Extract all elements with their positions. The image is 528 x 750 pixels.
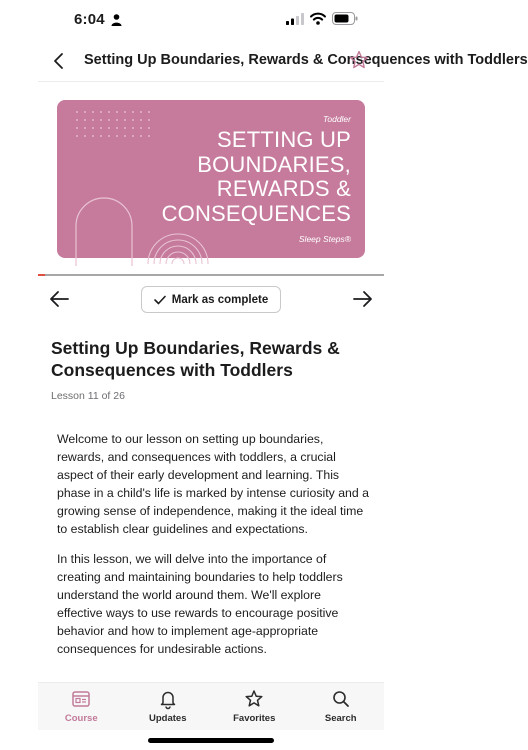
tab-course[interactable] [38, 683, 125, 730]
person-icon [111, 14, 122, 26]
home-indicator [148, 738, 274, 743]
lesson-paragraph: In this lesson, we will delve into the importance of creating and maintaining boundaries to help toddlers understand the world around them. We'll explore effective ways to use rewards to encourage positive behavior and how to implement age-appropriate consequences for undesirable actions. [57, 552, 343, 656]
checkmark-icon [154, 295, 166, 305]
tab-label: Favorites [233, 713, 276, 724]
favorite-star-icon[interactable] [348, 49, 370, 71]
battery-icon [332, 12, 358, 25]
mark-complete-button[interactable] [141, 286, 281, 313]
back-chevron-icon[interactable] [48, 50, 70, 72]
lesson-banner [57, 100, 365, 258]
status-bar [0, 0, 422, 40]
tab-favorites[interactable] [211, 683, 298, 730]
rainbow-decoration [145, 224, 211, 264]
lesson-body [57, 430, 369, 680]
tab-bar [38, 682, 384, 730]
next-lesson-arrow-icon[interactable] [352, 289, 374, 309]
mark-complete-label: Mark as complete [171, 293, 269, 306]
banner-brand: Sleep Steps® [298, 234, 351, 244]
cellular-signal-icon [286, 13, 304, 25]
banner-tag: Toddler [322, 114, 351, 124]
tab-label: Search [324, 713, 357, 724]
banner-title: SETTING UP BOUNDARIES, REWARDS & CONSEQUENCES [161, 127, 351, 226]
star-icon [244, 689, 264, 709]
nav-bar [38, 40, 528, 82]
tab-search[interactable] [298, 683, 385, 730]
lesson-progress-bar [38, 274, 384, 276]
lesson-paragraph: Welcome to our lesson on setting up boundaries, rewards, and consequences with toddlers, a crucial aspect of their early development and learning. This phase in a child's life is marked by intense curiosity and a growing sense of independence, making it the ideal time to establish clear guidelines and expectations. [57, 432, 369, 536]
tab-updates[interactable] [125, 683, 212, 730]
bell-icon [158, 689, 178, 709]
lesson-title: Setting Up Boundaries, Rewards & Consequences with Toddlers [51, 338, 340, 380]
lesson-progress-fill [38, 274, 45, 276]
lesson-counter: Lesson 11 of 26 [51, 390, 125, 402]
nav-title: Setting Up Boundaries, Rewards & Consequences with Toddlers [84, 52, 528, 68]
search-icon [331, 689, 351, 709]
previous-lesson-arrow-icon[interactable] [48, 289, 70, 309]
tab-label: Course [64, 713, 98, 724]
wifi-icon [310, 12, 326, 25]
status-time: 6:04 [74, 11, 105, 28]
course-icon [71, 689, 91, 709]
tab-label: Updates [149, 713, 187, 724]
